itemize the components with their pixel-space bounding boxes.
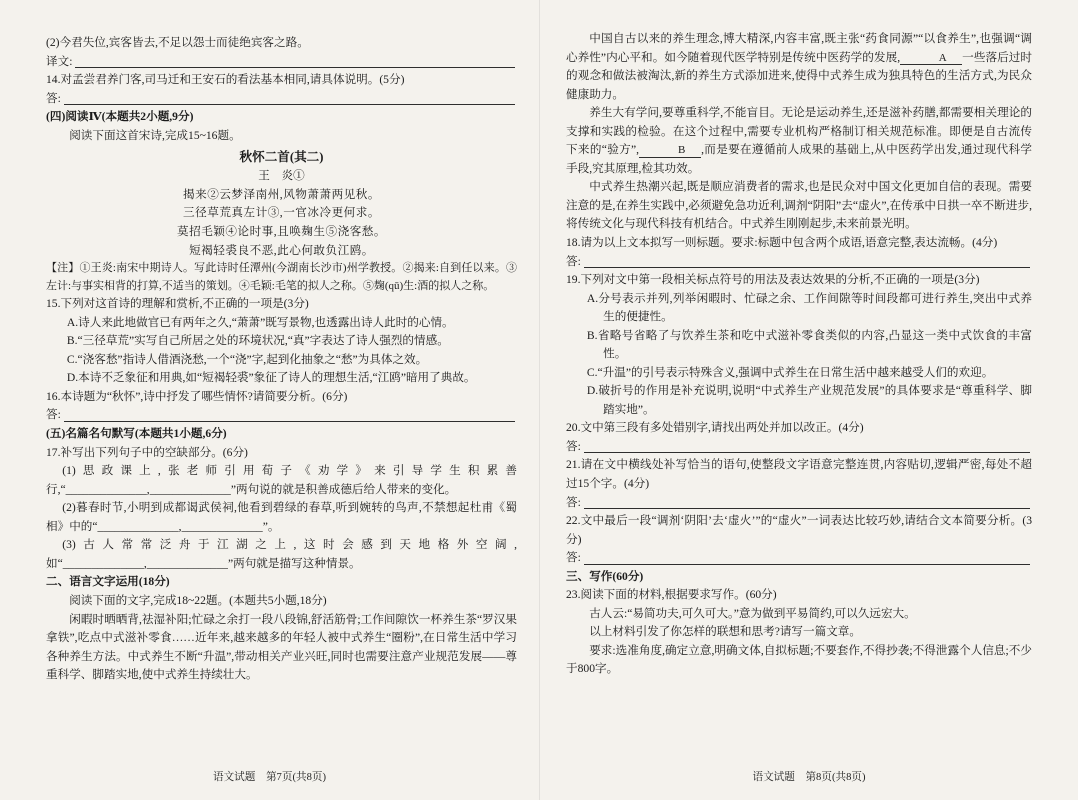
question-15: 15.下列对这首诗的理解和赏析,不正确的一项是(3分) [46,297,309,311]
poem-author: 王 炎① [258,169,305,183]
question-17: 17.补写出下列句子中的空缺部分。(6分) [46,445,248,459]
question-16: 16.本诗题为“秋怀”,诗中抒发了哪些情怀?请简要分析。(6分) [46,389,348,403]
question-15-option-c: C.“浇客愁”指诗人借酒浇愁,一个“浇”字,起到化抽象之“愁”为具体之效。 [66,352,428,366]
answer-label-16: 答: [46,408,61,422]
section-heading-dictation-5: (五)名篇名句默写(本题共1小题,6分) [46,427,227,441]
section-heading-writing: 三、写作(60分) [566,569,644,583]
question-19-option-b: B.省略号省略了与饮养生茶和吃中式滋补零食类似的内容,凸显这一类中式饮食的丰富性。 [586,328,1032,361]
writing-requirements: 要求:选准角度,确定立意,明确文体,自拟标题;不要套作,不得抄袭;不得泄露个人信息;不少于800字。 [566,643,1032,676]
poem-line-2: 三径草荒真左计③,一官冰冷更何求。 [183,206,380,220]
answer-label-22: 答: [566,551,581,565]
question-15-option-d: D.本诗不乏象征和用典,如“短褐轻裘”象征了诗人的理想生活,“江鸥”暗用了典故。 [66,371,476,385]
answer-line-16 [46,407,517,426]
answer-label-18: 答: [566,254,581,268]
answer-line-22 [566,549,1032,568]
answer-blank-rule-21 [584,508,1030,509]
question-14: 14.对孟尝君养门客,司马迁和王安石的看法基本相同,请具体说明。(5分) [46,73,405,87]
poem-line-4: 短褐轻裘良不恶,此心何敢负江鸥。 [189,243,374,257]
answer-line-18 [566,253,1032,272]
answer-blank-rule-22 [584,564,1030,565]
section-heading-reading-4: (四)阅读Ⅳ(本题共2小题,9分) [46,110,194,124]
reading-4-intro: 阅读下面这首宋诗,完成15~16题。 [69,128,241,142]
poem-line-1: 揭来②云梦泽南州,风物萧萧两见秋。 [183,187,380,201]
page-8 [539,0,1078,800]
translation-blank-rule [75,67,515,68]
section-heading-language-use: 二、语言文字运用(18分) [46,575,170,589]
question-19-option-d: D.破折号的作用是补充说明,说明“中式养生产业规范发展”的具体要求是“尊重科学、脚踏实地”。 [586,384,1032,416]
answer-line-14 [46,90,517,109]
answer-line-21 [566,494,1032,513]
passage-paragraph-4: 中式养生热潮兴起,既是顺应消费者的需求,也是民众对中国文化更加自信的表现。需要注意的是,在养生实践中,必须避免急功近利,调剂“阴阳”去“虚火”,在传承中日拱一卒不断进步,将传统文化与现代科技有机结合。中式养生刚刚起步,未来前景光明。 [566,180,1032,231]
answer-blank-rule-14 [64,104,515,105]
question-19-option-a: A.分号表示并列,列举闲暇时、忙碌之余、工作间隙等时间段都可进行养生,突出中式养生的便捷性。 [586,291,1032,324]
question-19-option-c: C.“升温”的引号表示特殊含义,强调中式养生在日常生活中越来越受人们的欢迎。 [586,365,994,379]
question-15-option-a: A.诗人来此地做官已有两年之久,“萧萧”既写景物,也透露出诗人此时的心情。 [66,315,454,329]
answer-line-20 [566,438,1032,457]
poem-notes: 【注】①王炎:南宋中期诗人。写此诗时任潭州(今湖南长沙市)州学教授。②揭来:自到任以来。③左计:与事实相背的打算,不适当的策划。④毛颖:毛笔的拟人之称。⑤麹(qū)生:酒的拟人之称。 [46,262,517,292]
question-17-item-3: (3)古人常常泛舟于江湖之上,这时会感到天地格外空阔,如“______________,______________”两句就是描写这种情景。 [46,538,517,570]
question-20: 20.文中第三段有多处错别字,请找出两处并加以改正。(4分) [566,421,864,435]
poem-title: 秋怀二首(其二) [239,150,324,165]
translation-label: 译文: [46,54,73,68]
question-15-option-b: B.“三径草荒”实写自己所居之处的环境状况,“真”字表达了诗人强烈的情感。 [66,334,449,348]
passage-paragraph-2 [566,30,1032,104]
page-8-footer: 语文试题 第8页(共8页) [752,772,866,783]
answer-label-14: 答: [46,91,61,105]
blank-a: A [900,52,962,66]
language-use-intro: 阅读下面的文字,完成18~22题。(本题共5小题,18分) [69,593,327,607]
page-7-footer: 语文试题 第7页(共8页) [213,772,326,783]
answer-blank-rule-20 [584,452,1030,453]
question-22: 22.文中最后一段“调剂‘阴阳’去‘虚火’”的“虚火”一词表达比较巧妙,请结合文本简要分析。(3分) [566,514,1032,546]
translation-answer-line [46,53,517,72]
question-23: 23.阅读下面的材料,根据要求写作。(60分) [566,588,777,602]
question-21: 21.请在文中横线处补写恰当的语句,使整段文字语意完整连贯,内容贴切,逻辑严密,每处不超过15个字。(4分) [566,458,1032,491]
question-18: 18.请为以上文本拟写一则标题。要求:标题中包含两个成语,语意完整,表达流畅。(4分) [566,236,998,250]
blank-b: B [639,144,701,158]
answer-blank-rule-18 [584,267,1030,268]
poem-line-3: 莫招毛颖④论时事,且唤麹生⑤浇客愁。 [177,224,386,238]
passage-2-text-before-blank: 中国自古以来的养生理念,博大精深,内容丰富,既主张“药食同源”“以食养生”,也强调“调心养性”内心平和。如今随着现代医学特别是传统中医药学的发展, [566,32,1032,64]
passage-paragraph-1: 闲暇时晒晒背,祛湿补阳;忙碌之余打一段八段锦,舒活筋骨;工作间隙饮一杯养生茶“罗汉果拿铁”,吃点中式滋补零食……近年来,越来越多的年轻人被中式养生“圈粉”,在日常生活中学习各种养生方法。中式养生不断“升温”,带动相关产业兴旺,同时也需要注意产业规范发展——尊重科学、脚踏实地,使中式养生持续壮大。 [46,612,517,682]
question-19: 19.下列对文中第一段相关标点符号的用法及表达效果的分析,不正确的一项是(3分) [566,273,980,287]
answer-label-20: 答: [566,439,581,453]
passage-3-text-before-blank: 养生大有学问,要尊重科学,不能盲目。无论是运动养生,还是滋补药膳,都需要相关理论的支撑和实践的检验。在这个过程中,需要专业机构严格制订相关规范标准。即便是自古流传下来的“验方”, [566,106,1032,157]
writing-prompt: 以上材料引发了你怎样的联想和思考?请写一篇文章。 [589,625,861,639]
answer-blank-rule-16 [64,421,515,422]
passage-3-text-after-blank: ,而是要在遵循前人成果的基础上,从中医药学出发,通过现代科学手段,究其原理,检其功效。 [566,143,1032,175]
writing-material: 古人云:“易简功夫,可久可大。”意为做到平易简约,可以久远宏大。 [589,606,916,620]
question-17-item-2: (2)暮春时节,小明到成都谒武侯祠,他看到碧绿的春草,听到婉转的鸟声,不禁想起杜甫《蜀相》中的“______________,______________”。 [46,501,517,533]
passage-paragraph-3 [566,104,1032,178]
passage-2-text-after-blank: 一些落后过时的观念和做法被淘汰,新的养生方式添加进来,使得中式养生成为独具特色的生活方式,为民众健康助力。 [566,50,1032,101]
translation-source-sentence: (2)今君失位,宾客皆去,不足以怨士而徒绝宾客之路。 [46,36,309,49]
question-17-item-1: (1)思政课上,张老师引用荀子《劝学》来引导学生积累善行,“______________,______________”两句说的就是积善成德后给人带来的变化。 [46,464,517,496]
answer-label-21: 答: [566,495,581,509]
